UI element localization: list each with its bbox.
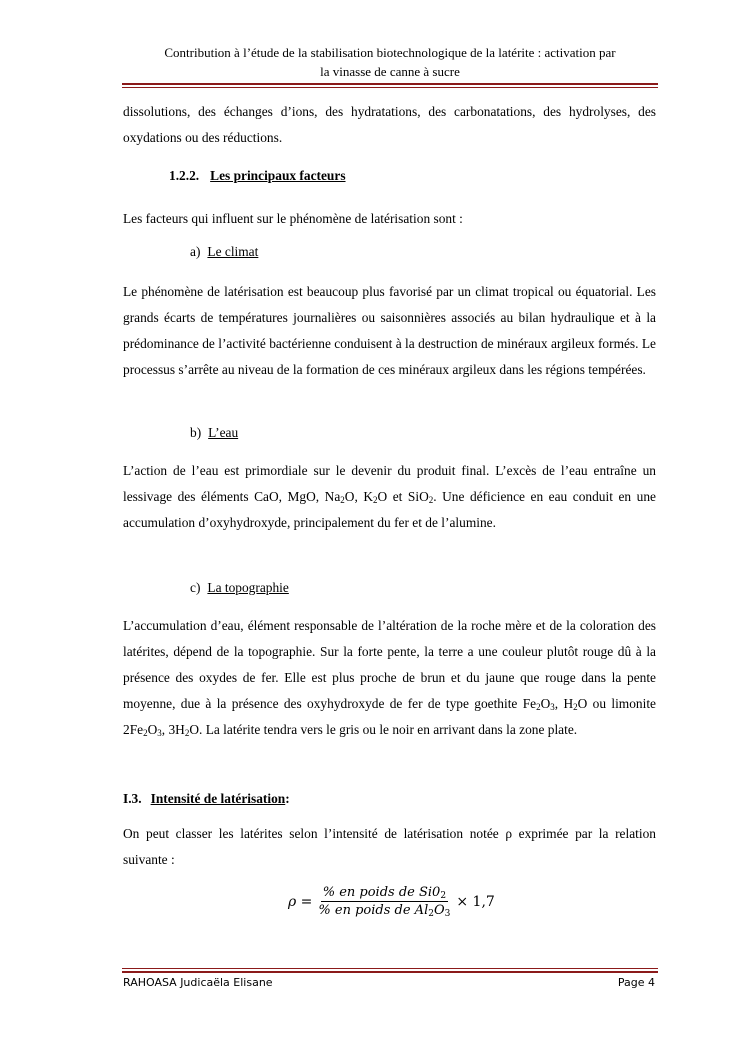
header-rule-thick — [122, 83, 658, 85]
footer-page-number: Page 4 — [617, 976, 655, 989]
topographie-paragraph: L’accumulation d’eau, élément responsable de l’altération de la roche mère et de la coloration des latérites, dépend de la topographie. Sur la forte pente, la terre a une couleur plutôt rouge dû à la présence des oxydes de fer. Elle est plus proche de brun et du jaune que rouge dans la pente moyenne, due à la présence des oxyhydroxyde de fer de type goethite $Fe_2O_3$, $H_2O$ ou limonite $2Fe_2O_3$, $3H_2O$. La latérite tendra vers le gris ou le noir en arrivant dans la zone plate. — [123, 618, 656, 738]
page-header — [123, 43, 657, 81]
section-title: Les principaux facteurs — [210, 168, 346, 183]
section-heading-1-2-2 — [169, 168, 346, 184]
section-heading-1-3: I.3. Intensité de latérisation: — [123, 791, 290, 806]
formula-lhs: ρ = — [288, 893, 313, 910]
formula-rhs: × 1,7 — [456, 893, 495, 910]
intensity-paragraph: On peut classer les latérites selon l’intensité de latérisation notée ρ exprimée par la relation suivante : — [123, 826, 656, 867]
formula-fraction — [316, 885, 452, 918]
footer-rule-thin — [122, 968, 658, 969]
rho-formula — [288, 885, 495, 918]
footer-author: RAHOASA Judicaëla Elisane — [123, 976, 273, 989]
climat-paragraph: Le phénomène de latérisation est beaucoup plus favorisé par un climat tropical ou équatorial. Les grands écarts de températures journalières ou saisonnières associés au bilan hydraulique et à la prédominance de l’activité bactérienne conduisent à la destruction de minéraux argileux formés. Le processus s’arrête au niveau de la formation de ces minéraux argileux dans les régions tempérées. — [123, 284, 656, 377]
formula-denominator: % en poids de $Al_2O_3$ — [318, 903, 451, 919]
header-title-line-2: la vinasse de canne à sucre — [320, 64, 460, 79]
formula-numerator: % en poids de $Si0_2$ — [322, 885, 447, 901]
subheading-topographie: c) La topographie — [190, 580, 289, 595]
header-title-line-1: Contribution à l’étude de la stabilisation biotechnologique de la latérite : activation par — [164, 45, 616, 60]
footer-rule-thick — [122, 971, 658, 973]
factors-intro: Les facteurs qui influent sur le phénomène de latérisation sont : — [123, 211, 463, 226]
subheading-climat: a) Le climat — [190, 244, 259, 259]
section-number: 1.2.2. — [169, 168, 200, 183]
header-rule-thin — [122, 87, 658, 88]
subheading-eau: b) L’eau — [190, 425, 239, 440]
intro-paragraph: dissolutions, des échanges d’ions, des hydratations, des carbonatations, des hydrolyses, des oxydations ou des réductions. — [123, 104, 656, 145]
eau-paragraph: L’action de l’eau est primordiale sur le devenir du produit final. L’excès de l’eau entraîne un lessivage des éléments CaO, MgO, $Na_2O$, $K_2O$ et SiO$_2$. Une déficience en eau conduit en une accumulation d’oxyhydroxyde, principalement du fer et de l’alumine. — [123, 463, 656, 530]
